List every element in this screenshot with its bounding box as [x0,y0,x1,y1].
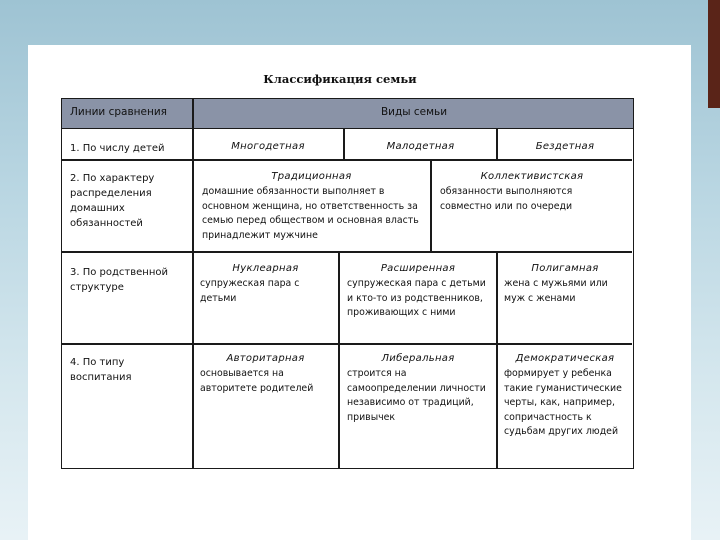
family-type-name: Бездетная [535,141,595,152]
family-type-description: строится на самоопределении личности независимо от традиций, привычек [347,368,486,423]
table-header [62,99,633,129]
family-type-description: обязанности выполняются совместно или по очереди [440,186,573,212]
classification-table [61,98,634,469]
family-type-name: Расширенная [380,263,456,274]
family-type-name: Демократическая [515,353,615,364]
col-divider [192,99,194,468]
row-divider [62,343,632,345]
family-type-name: Либеральная [381,353,455,364]
corner-accent-bar [708,0,720,108]
header-family-types: Виды семьи [380,106,448,118]
row-divider [62,159,632,161]
row-divider [62,251,632,253]
family-type-name: Многодетная [231,141,305,152]
family-type-name: Авторитарная [226,353,305,364]
family-type-description: домашние обязанности выполняет в основном женщина, но ответственность за семью перед обществом и основная власть принадлежит мужчине [202,186,419,241]
header-comparison-lines: Линии сравнения [70,106,167,118]
family-type-name: Коллективистская [480,171,584,182]
row-label: 3. По родственной структуре [70,267,168,293]
family-type-description: супружеская пара с детьми и кто-то из родственников, проживающих с ними [347,278,486,319]
family-type-description: жена с мужьями или муж с женами [504,278,608,304]
row-label: 2. По характеру распределения домашних обязанностей [70,173,155,229]
family-type-description: формирует у ребенка такие гуманистические черты, как, например, сопричастность к судьбам других людей [504,368,622,438]
family-type-description: основывается на авторитете родителей [200,368,314,394]
row-label: 1. По числу детей [70,143,165,154]
family-type-description: супружеская пара с детьми [200,278,300,304]
family-type-name: Нуклеарная [232,263,299,274]
family-type-name: Традиционная [271,171,352,182]
row-label: 4. По типу воспитания [70,357,132,383]
family-type-name: Полигамная [531,263,599,274]
page-title: Классификация семьи [263,72,417,86]
family-type-name: Малодетная [386,141,455,152]
